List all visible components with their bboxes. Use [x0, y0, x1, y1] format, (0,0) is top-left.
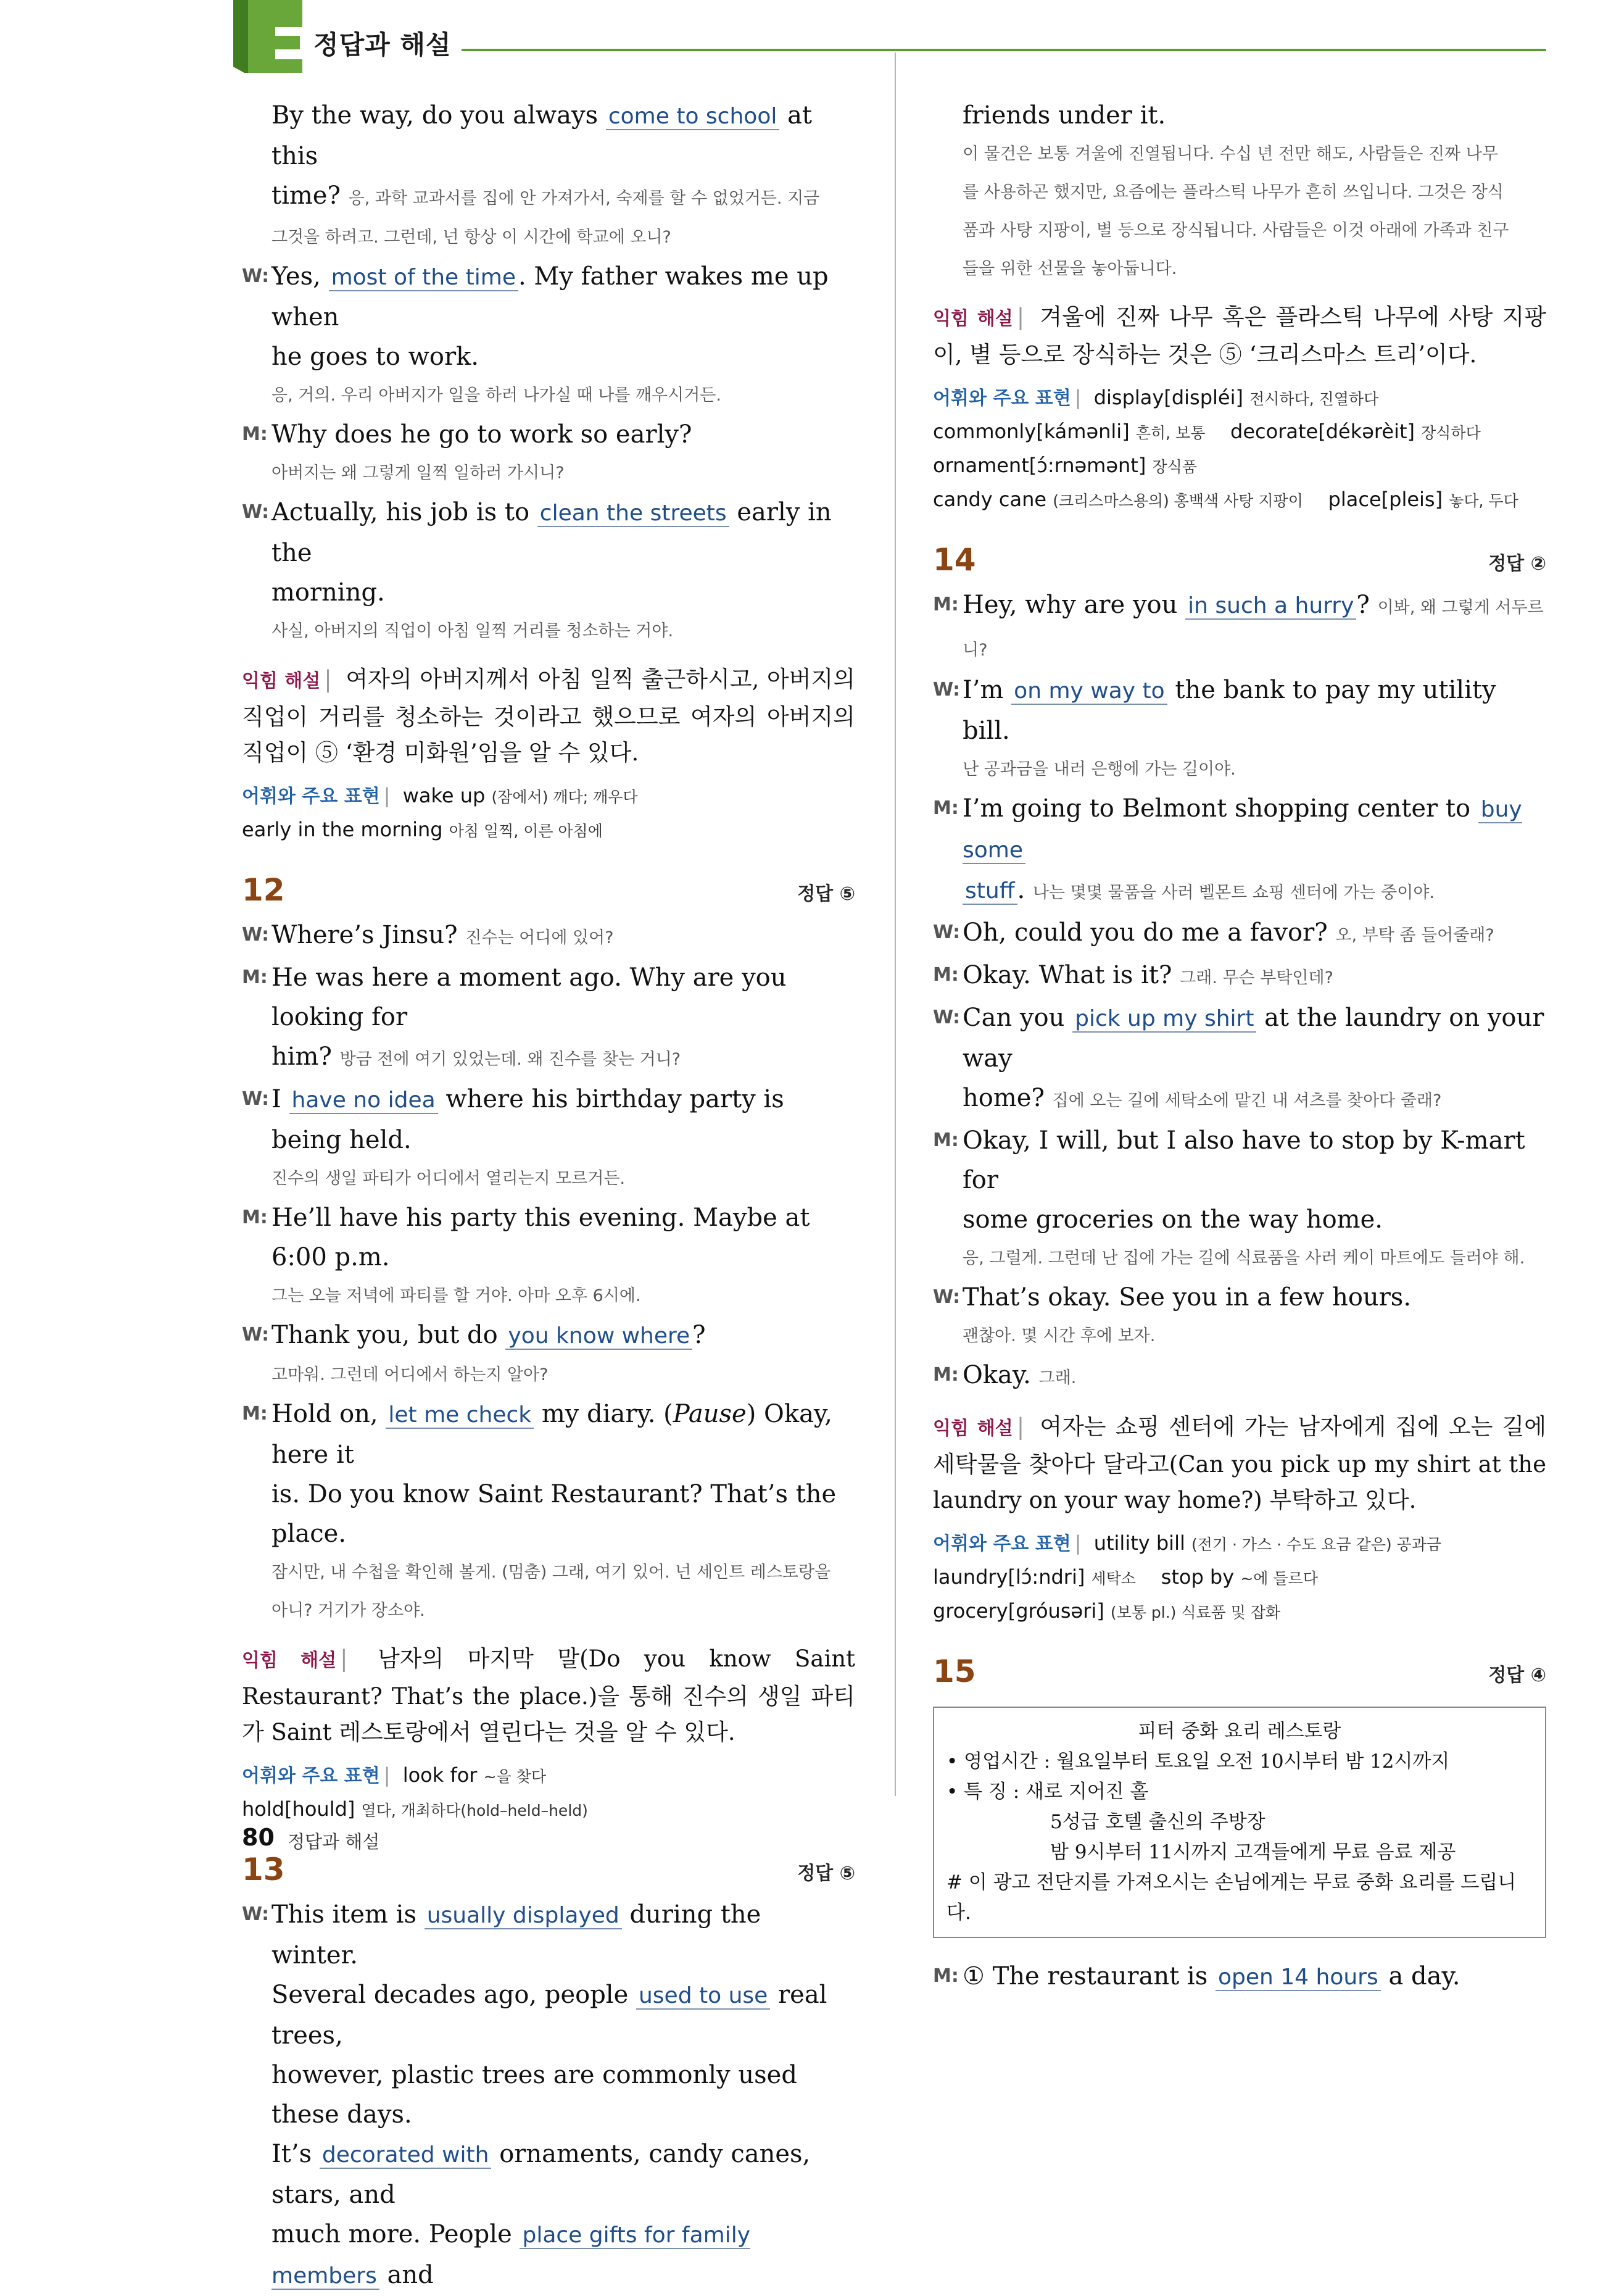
vocabulary: 어휘와 주요 표현 | display[displéi] 전시하다, 진열하다 commonly[kámənli] 흔히, 보통 decorate[dékərèit] 장식하다 ornament[ɔ́:rnəmənt] 장식품 candy cane (크리스마스용의) 홍백색 사탕 지팡이 place[pleis] 놓다, 두다 — [933, 386, 1518, 511]
answer-blank: open 14 hours — [1216, 1965, 1381, 1991]
explanation: 익힘 해설 | 남자의 마지막 말(Do you know Saint Restaurant? That’s the place.)을 통해 진수의 생일 파티가 Saint 레스토랑에서 열린다는 것을 알 수 있다. — [242, 1645, 855, 1745]
dialogue-line: some groceries on the way home. — [963, 1205, 1383, 1234]
answer-key: 정답 ⑤ — [797, 1863, 855, 1884]
speaker-label: W: — [242, 1088, 270, 1110]
answer-blank: pick up my shirt — [1072, 1006, 1256, 1033]
ad-line: 5성급 호텔 출신의 주방장 — [1050, 1811, 1265, 1833]
translation: 응, 거의. 우리 아버지가 일을 하러 나가실 때 나를 깨우시거든. — [271, 386, 721, 405]
dialogue-line: W: This item is usually displayed during the winter. — [242, 1895, 855, 1975]
dialogue-line: he goes to work. — [271, 343, 479, 371]
dialogue-line: stuff . 나는 몇몇 물품을 사러 벨몬트 쇼핑 센터에 가는 중이야. — [933, 870, 1546, 913]
translation: 나는 몇몇 물품을 사러 벨몬트 쇼핑 센터에 가는 중이야. — [1032, 883, 1435, 902]
left-column — [242, 96, 855, 2296]
explanation: 익힘 해설 | 겨울에 진짜 나무 혹은 플라스틱 나무에 사탕 지팡이, 별 등으로 장식하는 것은 ⑤ ‘크리스마스 트리’이다. — [933, 304, 1546, 368]
dialogue-line: W: I have no idea where his birthday party is being held. — [242, 1079, 855, 1160]
translation: 아니? 거기가 장소야. — [271, 1601, 425, 1620]
dialogue-line: W: Thank you, but do you know where ? — [242, 1315, 855, 1356]
vocabulary-tag: 어휘와 주요 표현 — [242, 786, 380, 807]
dialogue-line: By the way, do you always come to school at this — [271, 101, 812, 170]
answer-blank: most of the time — [329, 265, 518, 291]
answer-blank: on my way to — [1011, 678, 1167, 705]
speaker-label: M: — [242, 967, 268, 988]
translation: 응, 그럴게. 그런데 난 집에 가는 길에 식료품을 사러 케이 마트에도 들러야 해. — [963, 1249, 1525, 1268]
footer-label: 정답과 해설 — [288, 1831, 380, 1852]
question-number: 15 — [933, 1653, 976, 1689]
section-logo-icon — [233, 0, 307, 73]
dialogue-line: M: ① The restaurant is open 14 hours a day. — [933, 1957, 1546, 1997]
explanation-tag: 익힘 해설 — [933, 1418, 1013, 1439]
header-rule — [462, 49, 1546, 51]
speaker-label: M: — [933, 797, 959, 819]
dialogue-line: M: Why does he go to work so early? — [242, 415, 855, 454]
dialogue-line: Several decades ago, people used to use real trees, — [271, 1981, 827, 2050]
dialogue-line: morning. — [271, 578, 385, 607]
translation: 난 공과금을 내러 은행에 가는 길이야. — [963, 760, 1236, 779]
translation: 잠시만, 내 수첩을 확인해 볼게. (멈춤) 그래, 여기 있어. 넌 세인트 레스토랑을 — [271, 1563, 831, 1582]
vocabulary: 어휘와 주요 표현 | utility bill (전기 · 가스 · 수도 요금 같은) 공과금 laundry[lɔ́:ndri] 세탁소 stop by ~에 들르다 grocery[gróusəri] (보통 pl.) 식료품 및 잡화 — [933, 1531, 1441, 1623]
translation: 이봐, 왜 그렇게 서두르니? — [963, 598, 1544, 660]
dialogue-line: M: Hold on, let me check my diary. (Pause) Okay, here it — [242, 1394, 855, 1475]
page-header-title: 정답과 해설 — [313, 30, 452, 60]
explanation-tag: 익힘 해설 — [242, 1650, 337, 1671]
translation: 그래. — [1038, 1368, 1077, 1387]
translation: 아버지는 왜 그렇게 일찍 일하러 가시니? — [271, 464, 565, 483]
translation: 를 사용하곤 했지만, 요즘에는 플라스틱 나무가 흔히 쓰입니다. 그것은 장식 — [963, 183, 1504, 202]
speaker-label: M: — [933, 1364, 959, 1386]
dialogue-line: is. Do you know Saint Restaurant? That’s the place. — [271, 1480, 837, 1548]
dialogue-line: however, plastic trees are commonly used these days. — [271, 2061, 797, 2129]
translation: 응, 과학 교과서를 집에 안 가져가서, 숙제를 할 수 없었거든. 지금 — [348, 189, 820, 208]
ad-line: 밤 9시부터 11시까지 고객들에게 무료 음료 제공 — [1050, 1841, 1456, 1863]
translation: 이 물건은 보통 겨울에 진열됩니다. 수십 년 전만 해도, 사람들은 진짜 나무 — [963, 144, 1498, 164]
speaker-label: W: — [933, 921, 961, 943]
answer-blank: usually displayed — [425, 1903, 622, 1929]
vocabulary-tag: 어휘와 주요 표현 — [242, 1765, 380, 1787]
dialogue-line: M: He was here a moment ago. Why are you looking for — [242, 958, 855, 1037]
dialogue-line: W: Where’s Jinsu? 진수는 어디에 있어? — [242, 915, 855, 958]
speaker-label: W: — [933, 1007, 961, 1028]
explanation-tag: 익힘 해설 — [933, 308, 1013, 330]
translation: 들을 위한 선물을 놓아둡니다. — [963, 259, 1177, 278]
answer-blank: let me check — [386, 1402, 534, 1429]
translation: 품과 사탕 지팡이, 별 등으로 장식됩니다. 사람들은 이것 아래에 가족과 친구 — [963, 221, 1509, 240]
question-header — [242, 872, 855, 915]
dialogue-line: friends under it. — [963, 101, 1166, 130]
dialogue-line: him? 방금 전에 여기 있었는데. 왜 진수를 찾는 거니? — [271, 1042, 681, 1071]
dialogue-line: W: Actually, his job is to clean the streets early in the — [242, 493, 855, 573]
question-header — [933, 542, 1546, 585]
answer-blank: buy some — [963, 797, 1522, 863]
explanation: 익힘 해설 | 여자의 아버지께서 아침 일찍 출근하시고, 아버지의 직업이 거리를 청소하는 것이라고 했으므로 여자의 아버지의 직업이 ⑤ ‘환경 미화원’임을 알 수 있다. — [242, 666, 855, 766]
speaker-label: M: — [933, 594, 959, 615]
answer-blank: decorated with — [320, 2142, 492, 2169]
translation: 집에 오는 길에 세탁소에 맡긴 내 셔츠를 찾아다 줄래? — [1052, 1091, 1442, 1110]
answer-blank: used to use — [636, 1983, 770, 2010]
dialogue-line: M: He’ll have his party this evening. Maybe at 6:00 p.m. — [242, 1198, 855, 1277]
dialogue-line: home? 집에 오는 길에 세탁소에 맡긴 내 셔츠를 찾아다 줄래? — [963, 1084, 1442, 1112]
ad-line: # 이 광고 전단지를 가져오시는 손님에게는 무료 중화 요리를 드립니다. — [946, 1871, 1517, 1924]
answer-blank: come to school — [606, 104, 779, 130]
answer-blank: stuff — [963, 878, 1017, 905]
vocabulary-tag: 어휘와 주요 표현 — [933, 388, 1071, 409]
translation: 진수의 생일 파티가 어디에서 열리는지 모르거든. — [271, 1169, 626, 1188]
vocabulary-tag: 어휘와 주요 표현 — [933, 1533, 1071, 1555]
speaker-label: W: — [933, 1286, 961, 1308]
answer-blank: have no idea — [289, 1088, 438, 1114]
speaker-label: M: — [242, 1207, 268, 1228]
answer-blank: place gifts for family members — [271, 2223, 751, 2289]
answer-key: 정답 ④ — [1488, 1665, 1546, 1686]
answer-blank: in such a hurry — [1185, 593, 1356, 620]
speaker-label: M: — [933, 964, 959, 986]
speaker-label: W: — [242, 924, 270, 946]
question-number: 13 — [242, 1852, 285, 1887]
page-number: 80 — [242, 1824, 275, 1851]
column-divider — [895, 52, 896, 1796]
translation: 오, 부탁 좀 들어줄래? — [1335, 926, 1494, 945]
speaker-label: W: — [242, 1903, 270, 1925]
translation: 사실, 아버지의 직업이 아침 일찍 거리를 청소하는 거야. — [271, 622, 674, 641]
advertisement-box — [933, 1707, 1546, 1938]
translation: 진수는 어디에 있어? — [465, 928, 614, 947]
answer-blank: you know where — [505, 1323, 692, 1350]
translation: 그는 오늘 저녁에 파티를 할 거야. 아마 오후 6시에. — [271, 1286, 641, 1305]
vocabulary: 어휘와 주요 표현 | look for ~을 찾다 hold[hould] 열다, 개최하다(hold–held–held) — [242, 1763, 588, 1821]
translation: 고마워. 그런데 어디에서 하는지 알아? — [271, 1365, 549, 1384]
explanation-tag: 익힘 해설 — [242, 670, 321, 692]
speaker-label: M: — [933, 1965, 959, 1987]
speaker-label: M: — [242, 423, 268, 445]
dialogue-line: M: Okay. 그래. — [933, 1355, 1546, 1398]
dialogue-line: M: Okay, I will, but I also have to stop by K-mart for — [933, 1121, 1546, 1200]
question-header — [242, 1852, 855, 1895]
right-column — [933, 96, 1546, 1997]
answer-key: 정답 ⑤ — [797, 883, 855, 905]
dialogue-line: M: I’m going to Belmont shopping center to buy some — [933, 789, 1546, 870]
ad-line: • 영업시간 : 월요일부터 토요일 오전 10시부터 밤 12시까지 — [946, 1750, 1450, 1773]
dialogue-line: much more. People place gifts for family members and — [271, 2220, 751, 2289]
ad-title: 피터 중화 요리 레스토랑 — [1138, 1720, 1341, 1742]
dialogue-line: W: I’m on my way to the bank to pay my utility bill. — [933, 670, 1546, 751]
dialogue-line: W: Yes, most of the time . My father wakes me up when — [242, 257, 855, 337]
question-number: 12 — [242, 872, 285, 908]
translation: 괜찮아. 몇 시간 후에 보자. — [963, 1326, 1156, 1346]
speaker-label: W: — [242, 265, 270, 287]
dialogue-line: W: Can you pick up my shirt at the laundry on your way — [933, 998, 1546, 1078]
ad-line: • 특 징 : 새로 지어진 홀 — [946, 1781, 1149, 1803]
dialogue-line: M: Okay. What is it? 그래. 무슨 부탁인데? — [933, 955, 1546, 998]
dialogue-line: time? 응, 과학 교과서를 집에 안 가져가서, 숙제를 할 수 없었거든. 지금 — [271, 181, 820, 210]
answer-key: 정답 ② — [1488, 553, 1546, 575]
speaker-label: W: — [242, 501, 270, 523]
speaker-label: M: — [242, 1403, 268, 1425]
translation: 그래. 무슨 부탁인데? — [1180, 968, 1333, 988]
dialogue-line: M: Hey, why are you in such a hurry ? 이봐, 왜 그렇게 서두르니? — [933, 585, 1546, 670]
translation: 방금 전에 여기 있었는데. 왜 진수를 찾는 거니? — [339, 1050, 681, 1069]
question-number: 14 — [933, 542, 976, 578]
question-header — [933, 1653, 1546, 1697]
dialogue-line: W: Oh, could you do me a favor? 오, 부탁 좀 들어줄래? — [933, 913, 1546, 955]
vocabulary: 어휘와 주요 표현 | wake up (잠에서) 깨다; 깨우다 early in the morning 아침 일찍, 이른 아침에 — [242, 784, 638, 841]
explanation: 익힘 해설 | 여자는 쇼핑 센터에 가는 남자에게 집에 오는 길에 세탁물을 찾아다 달라고(Can you pick up my shirt at the laundry on your way home?) 부탁하고 있다. — [933, 1413, 1546, 1513]
dialogue-line: It’s decorated with ornaments, candy canes, stars, and — [271, 2140, 811, 2209]
answer-blank: clean the streets — [537, 501, 729, 527]
speaker-label: M: — [933, 1129, 959, 1151]
speaker-label: W: — [242, 1324, 270, 1346]
dialogue-line: W: That’s okay. See you in a few hours. — [933, 1278, 1546, 1317]
speaker-label: W: — [933, 679, 961, 701]
translation: 그것을 하려고. 그런데, 넌 항상 이 시간에 학교에 오니? — [271, 228, 671, 247]
